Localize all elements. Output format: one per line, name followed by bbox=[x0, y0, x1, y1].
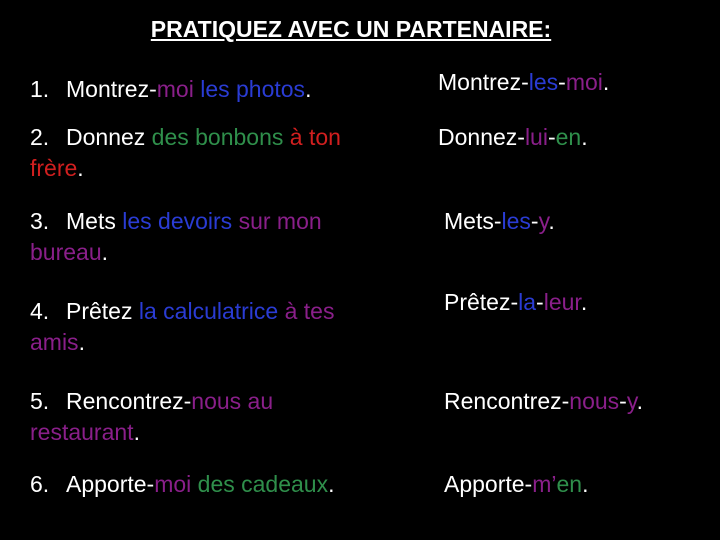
text-fragment: à ton bbox=[289, 124, 341, 150]
text-fragment: leur bbox=[543, 289, 581, 315]
text-fragment: les photos bbox=[200, 76, 306, 102]
sentence-4 bbox=[30, 296, 400, 358]
slide-title: PRATIQUEZ AVEC UN PARTENAIRE: bbox=[150, 16, 552, 42]
text-fragment: lui bbox=[524, 124, 548, 150]
text-fragment: Montrez- bbox=[438, 69, 529, 95]
answer-2 bbox=[438, 122, 713, 153]
text-fragment: au bbox=[247, 388, 274, 414]
item-number: 3. bbox=[30, 208, 50, 234]
answer-5 bbox=[444, 386, 719, 417]
text-fragment: en bbox=[556, 471, 583, 497]
text-fragment: Donnez bbox=[66, 124, 152, 150]
text-fragment: nous bbox=[569, 388, 620, 414]
text-fragment: frère bbox=[30, 155, 78, 181]
text-fragment: - bbox=[619, 388, 627, 414]
text-fragment: m’ bbox=[532, 471, 557, 497]
text-fragment: des cadeaux bbox=[197, 471, 329, 497]
text-fragment: - bbox=[558, 69, 566, 95]
text-fragment: Apporte- bbox=[66, 471, 155, 497]
text-fragment: Rencontrez- bbox=[444, 388, 570, 414]
text-fragment: . bbox=[580, 289, 588, 315]
item-number: 2. bbox=[30, 124, 50, 150]
text-fragment: à tes bbox=[284, 298, 335, 324]
answer-3 bbox=[444, 206, 719, 237]
text-fragment: moi bbox=[154, 471, 192, 497]
text-fragment: - bbox=[536, 289, 544, 315]
text-fragment: Prêtez- bbox=[444, 289, 519, 315]
sentence-6 bbox=[30, 469, 400, 500]
text-fragment: . bbox=[77, 155, 84, 181]
text-fragment: . bbox=[305, 76, 312, 102]
text-fragment: y bbox=[538, 208, 549, 234]
text-fragment: Montrez- bbox=[66, 76, 157, 102]
text-fragment: amis bbox=[30, 329, 79, 355]
text-fragment: . bbox=[636, 388, 644, 414]
text-fragment: sur mon bbox=[238, 208, 322, 234]
text-fragment: . bbox=[133, 419, 140, 445]
answer-1 bbox=[438, 67, 713, 98]
answer-6 bbox=[444, 469, 719, 500]
text-fragment: bureau bbox=[30, 239, 102, 265]
text-fragment: Mets- bbox=[444, 208, 502, 234]
text-fragment: les devoirs bbox=[122, 208, 233, 234]
text-fragment: . bbox=[602, 69, 610, 95]
sentence-3 bbox=[30, 206, 400, 268]
sentence-5 bbox=[30, 386, 400, 448]
sentence-1 bbox=[30, 74, 400, 105]
text-fragment: la calculatrice bbox=[138, 298, 279, 324]
text-fragment: restaurant bbox=[30, 419, 134, 445]
text-fragment: Prêtez bbox=[66, 298, 139, 324]
text-fragment: Apporte- bbox=[444, 471, 533, 497]
text-fragment: Rencontrez- bbox=[66, 388, 192, 414]
text-fragment: y bbox=[626, 388, 637, 414]
text-fragment: moi bbox=[565, 69, 603, 95]
item-number: 4. bbox=[30, 298, 50, 324]
text-fragment: les bbox=[528, 69, 559, 95]
item-number: 6. bbox=[30, 471, 50, 497]
text-fragment: la bbox=[518, 289, 537, 315]
text-fragment: les bbox=[501, 208, 531, 234]
text-fragment: Donnez- bbox=[438, 124, 525, 150]
text-fragment: . bbox=[548, 208, 555, 234]
answer-4 bbox=[444, 287, 719, 318]
item-number: 1. bbox=[30, 76, 50, 102]
text-fragment: nous bbox=[191, 388, 242, 414]
item-number: 5. bbox=[30, 388, 50, 414]
text-fragment: - bbox=[530, 208, 539, 234]
text-fragment: . bbox=[328, 471, 335, 497]
text-fragment: . bbox=[581, 124, 588, 150]
text-fragment: Mets bbox=[66, 208, 123, 234]
text-fragment: en bbox=[555, 124, 582, 150]
text-fragment: . bbox=[101, 239, 109, 265]
text-fragment: moi bbox=[156, 76, 194, 102]
sentence-2 bbox=[30, 122, 400, 184]
text-fragment: . bbox=[78, 329, 85, 355]
text-fragment: des bonbons bbox=[151, 124, 284, 150]
text-fragment: . bbox=[582, 471, 589, 497]
text-fragment: - bbox=[547, 124, 556, 150]
